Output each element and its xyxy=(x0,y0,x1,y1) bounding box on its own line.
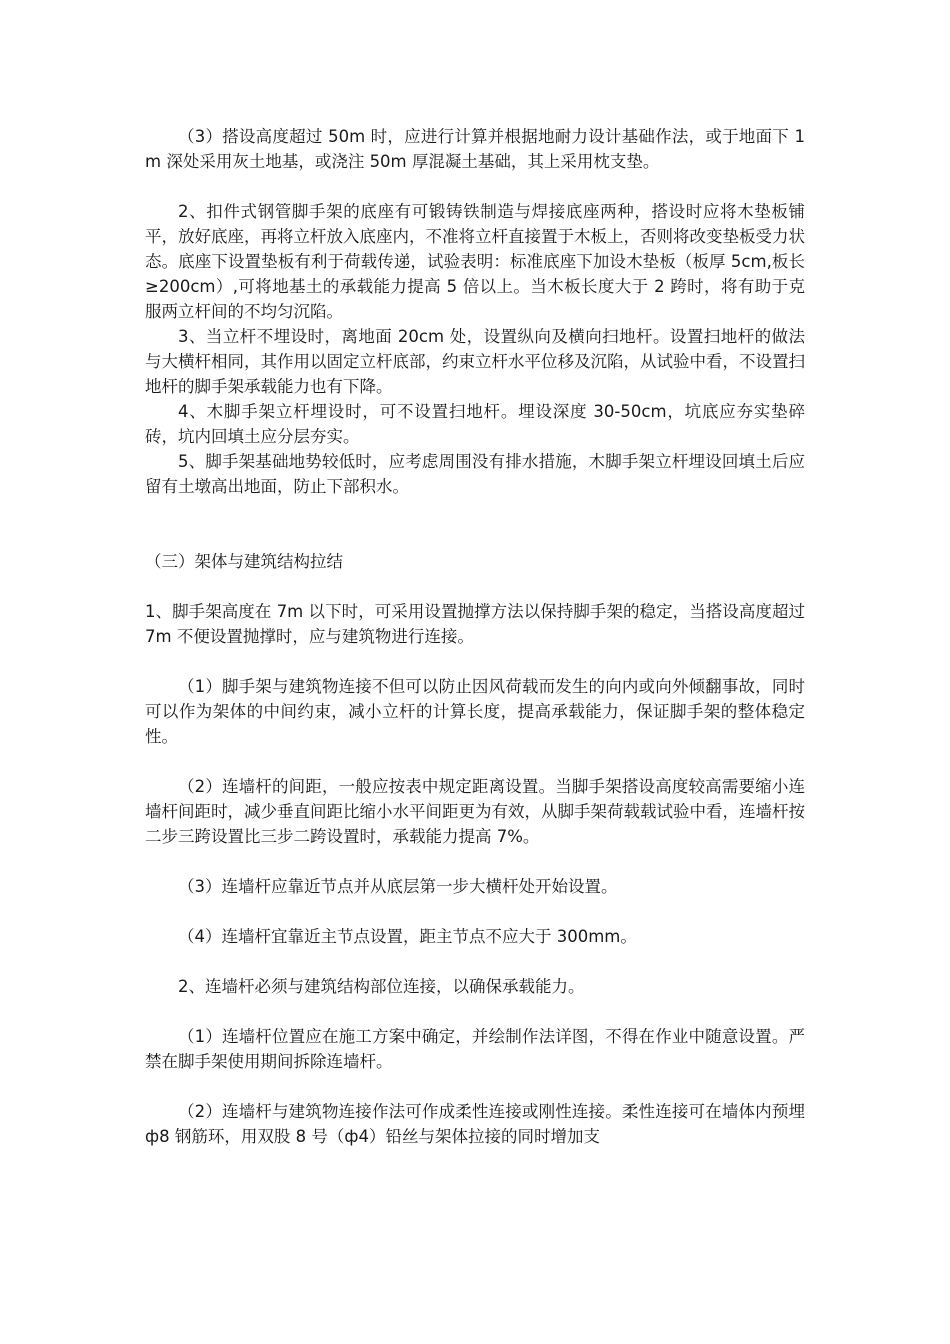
paragraph-wall-tie-position: （1）连墙杆位置应在施工方案中确定，并绘制作法详图，不得在作业中随意设置。严禁在脚手架使用期间拆除连墙杆。 xyxy=(145,1027,805,1071)
paragraph-connection-benefit: （1）脚手架与建筑物连接不但可以防止因风荷载而发生的向内或向外倾翻事故，同时可以作为架体的中间约束，减小立杆的计算长度，提高承载能力，保证脚手架的整体稳定性。 xyxy=(145,677,805,746)
section-heading-tie: （三）架体与建筑结构拉结 xyxy=(145,552,343,571)
paragraph-wood-pole: 4、木脚手架立杆埋设时，可不设置扫地杆。埋设深度 30-50cm，坑底应夯实垫碎砖，坑内回填土应分层夯实。 xyxy=(145,402,805,446)
paragraph-height-7m: 1、脚手架高度在 7m 以下时，可采用设置抛撑方法以保持脚手架的稳定，当搭设高度超过 7m 不便设置抛撑时，应与建筑物进行连接。 xyxy=(145,602,805,646)
paragraph-base-plate: 2、扣件式钢管脚手架的底座有可锻铸铁制造与焊接底座两种，搭设时应将木垫板铺平，放好底座，再将立杆放入底座内，不准将立杆直接置于木板上，否则将改变垫板受力状态。底座下设置垫板有利于荷载传递，试验表明：标准底座下加设木垫板（板厚 5cm,板长≥200cm）,可将地基土的承载能力提高 5 倍以上。当木板长度大于 2 跨时，将有助于克服两立杆间的不均匀沉陷。 xyxy=(145,202,805,321)
paragraph-drainage: 5、脚手架基础地势较低时，应考虑周围没有排水措施，木脚手架立杆埋设回填土后应留有土墩高出地面，防止下部积水。 xyxy=(145,452,805,496)
paragraph-foundation-height: （3）搭设高度超过 50m 时，应进行计算并根据地耐力设计基础作法，或于地面下 1m 深处采用灰土地基，或浇注 50m 厚混凝土基础，其上采用枕支垫。 xyxy=(145,127,805,171)
paragraph-wall-tie-node: （3）连墙杆应靠近节点并从底层第一步大横杆处开始设置。 xyxy=(178,877,618,896)
paragraph-structure-connection: 2、连墙杆必须与建筑结构部位连接，以确保承载能力。 xyxy=(178,977,585,996)
paragraph-flexible-rigid: （2）连墙杆与建筑物连接作法可作成柔性连接或刚性连接。柔性连接可在墙体内预埋 ф8 钢筋环，用双股 8 号（ф4）铅丝与架体拉接的同时增加支 xyxy=(145,1102,805,1146)
paragraph-wall-tie-distance: （4）连墙杆宜靠近主节点设置，距主节点不应大于 300mm。 xyxy=(178,927,637,946)
paragraph-wall-tie-spacing: （2）连墙杆的间距，一般应按表中规定距离设置。当脚手架搭设高度较高需要缩小连墙杆间距时，减少垂直间距比缩小水平间距更为有效，从脚手架荷载载试验中看，连墙杆按二步三跨设置比三步二跨设置时，承载能力提高 7%。 xyxy=(145,777,805,846)
paragraph-sweep-rod: 3、当立杆不埋设时，离地面 20cm 处，设置纵向及横向扫地杆。设置扫地杆的做法与大横杆相同，其作用以固定立杆底部，约束立杆水平位移及沉陷，从试验中看，不设置扫地杆的脚手架承载能力也有下降。 xyxy=(145,327,805,396)
document-page xyxy=(145,124,805,1149)
